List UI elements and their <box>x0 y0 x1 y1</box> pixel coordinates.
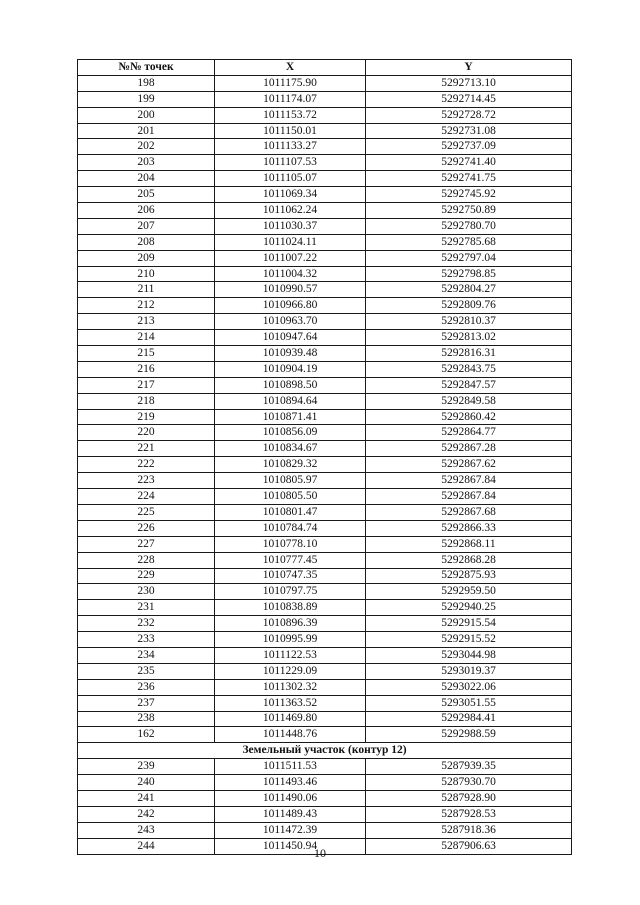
page-number: 10 <box>314 846 326 860</box>
x-coordinate-cell: 1011174.07 <box>215 91 366 107</box>
y-coordinate-cell: 5292713.10 <box>366 75 572 91</box>
y-coordinate-cell: 5292864.77 <box>366 425 572 441</box>
x-coordinate-cell: 1010939.48 <box>215 346 366 362</box>
x-coordinate-cell: 1011175.90 <box>215 75 366 91</box>
table-row <box>78 123 572 139</box>
x-coordinate-cell: 1011107.53 <box>215 155 366 171</box>
point-number-cell: 232 <box>78 616 215 632</box>
x-coordinate-cell: 1011229.09 <box>215 663 366 679</box>
point-number-cell: 212 <box>78 298 215 314</box>
x-coordinate-cell: 1010829.32 <box>215 457 366 473</box>
x-coordinate-cell: 1010894.64 <box>215 393 366 409</box>
x-coordinate-cell: 1010963.70 <box>215 314 366 330</box>
y-coordinate-cell: 5292867.68 <box>366 504 572 520</box>
point-number-cell: 227 <box>78 536 215 552</box>
table-row <box>78 441 572 457</box>
point-number-cell: 204 <box>78 171 215 187</box>
x-coordinate-cell: 1010995.99 <box>215 632 366 648</box>
point-number-cell: 215 <box>78 346 215 362</box>
y-coordinate-cell: 5287930.70 <box>366 775 572 791</box>
point-number-cell: 201 <box>78 123 215 139</box>
point-number-cell: 230 <box>78 584 215 600</box>
y-coordinate-cell: 5292860.42 <box>366 409 572 425</box>
table-row <box>78 632 572 648</box>
table-row <box>78 425 572 441</box>
x-coordinate-cell: 1011511.53 <box>215 759 366 775</box>
x-coordinate-cell: 1011302.32 <box>215 679 366 695</box>
section-title: Земельный участок (контур 12) <box>78 743 572 759</box>
y-coordinate-cell: 5292804.27 <box>366 282 572 298</box>
point-number-cell: 221 <box>78 441 215 457</box>
column-header-x: X <box>215 60 366 76</box>
table-row <box>78 330 572 346</box>
y-coordinate-cell: 5292843.75 <box>366 361 572 377</box>
x-coordinate-cell: 1010778.10 <box>215 536 366 552</box>
point-number-cell: 229 <box>78 568 215 584</box>
y-coordinate-cell: 5292745.92 <box>366 187 572 203</box>
table-row <box>78 171 572 187</box>
point-number-cell: 233 <box>78 632 215 648</box>
point-number-cell: 243 <box>78 822 215 838</box>
point-number-cell: 205 <box>78 187 215 203</box>
x-coordinate-cell: 1010896.39 <box>215 616 366 632</box>
y-coordinate-cell: 5292816.31 <box>366 346 572 362</box>
point-number-cell: 216 <box>78 361 215 377</box>
table-row <box>78 822 572 838</box>
document-page <box>77 59 571 855</box>
table-row <box>78 409 572 425</box>
table-row <box>78 695 572 711</box>
x-coordinate-cell: 1010801.47 <box>215 504 366 520</box>
x-coordinate-cell: 1011122.53 <box>215 647 366 663</box>
table-row <box>78 282 572 298</box>
x-coordinate-cell: 1011448.76 <box>215 727 366 743</box>
table-row <box>78 203 572 219</box>
y-coordinate-cell: 5292868.11 <box>366 536 572 552</box>
x-coordinate-cell: 1010990.57 <box>215 282 366 298</box>
y-coordinate-cell: 5293022.06 <box>366 679 572 695</box>
y-coordinate-cell: 5292785.68 <box>366 234 572 250</box>
x-coordinate-cell: 1010838.89 <box>215 600 366 616</box>
y-coordinate-cell: 5292780.70 <box>366 218 572 234</box>
y-coordinate-cell: 5292714.45 <box>366 91 572 107</box>
y-coordinate-cell: 5292849.58 <box>366 393 572 409</box>
table-header-row <box>78 60 572 76</box>
point-number-cell: 242 <box>78 806 215 822</box>
table-row <box>78 520 572 536</box>
y-coordinate-cell: 5293044.98 <box>366 647 572 663</box>
table-row <box>78 155 572 171</box>
table-body-contour-main <box>78 75 572 742</box>
x-coordinate-cell: 1011450.94 <box>215 838 366 854</box>
coordinates-table <box>77 59 572 855</box>
column-header-y: Y <box>366 60 572 76</box>
y-coordinate-cell: 5292809.76 <box>366 298 572 314</box>
x-coordinate-cell: 1011493.46 <box>215 775 366 791</box>
x-coordinate-cell: 1010805.50 <box>215 489 366 505</box>
point-number-cell: 219 <box>78 409 215 425</box>
y-coordinate-cell: 5292867.28 <box>366 441 572 457</box>
table-row <box>78 711 572 727</box>
y-coordinate-cell: 5292737.09 <box>366 139 572 155</box>
column-header-point-number: №№ точек <box>78 60 215 76</box>
table-row <box>78 107 572 123</box>
table-row <box>78 377 572 393</box>
point-number-cell: 213 <box>78 314 215 330</box>
point-number-cell: 241 <box>78 790 215 806</box>
x-coordinate-cell: 1010747.35 <box>215 568 366 584</box>
y-coordinate-cell: 5292867.62 <box>366 457 572 473</box>
table-row <box>78 250 572 266</box>
table-row <box>78 361 572 377</box>
point-number-cell: 244 <box>78 838 215 854</box>
y-coordinate-cell: 5292741.75 <box>366 171 572 187</box>
x-coordinate-cell: 1010834.67 <box>215 441 366 457</box>
point-number-cell: 214 <box>78 330 215 346</box>
point-number-cell: 211 <box>78 282 215 298</box>
y-coordinate-cell: 5292875.93 <box>366 568 572 584</box>
table-row <box>78 298 572 314</box>
table-row <box>78 584 572 600</box>
table-row <box>78 552 572 568</box>
x-coordinate-cell: 1011472.39 <box>215 822 366 838</box>
x-coordinate-cell: 1011069.34 <box>215 187 366 203</box>
table-row <box>78 727 572 743</box>
point-number-cell: 239 <box>78 759 215 775</box>
x-coordinate-cell: 1011363.52 <box>215 695 366 711</box>
y-coordinate-cell: 5287928.53 <box>366 806 572 822</box>
x-coordinate-cell: 1011024.11 <box>215 234 366 250</box>
y-coordinate-cell: 5287928.90 <box>366 790 572 806</box>
point-number-cell: 200 <box>78 107 215 123</box>
y-coordinate-cell: 5292984.41 <box>366 711 572 727</box>
x-coordinate-cell: 1010777.45 <box>215 552 366 568</box>
x-coordinate-cell: 1011489.43 <box>215 806 366 822</box>
table-row <box>78 536 572 552</box>
x-coordinate-cell: 1011062.24 <box>215 203 366 219</box>
y-coordinate-cell: 5287918.36 <box>366 822 572 838</box>
x-coordinate-cell: 1010898.50 <box>215 377 366 393</box>
point-number-cell: 203 <box>78 155 215 171</box>
y-coordinate-cell: 5292867.84 <box>366 473 572 489</box>
point-number-cell: 237 <box>78 695 215 711</box>
point-number-cell: 224 <box>78 489 215 505</box>
point-number-cell: 198 <box>78 75 215 91</box>
table-row <box>78 314 572 330</box>
point-number-cell: 228 <box>78 552 215 568</box>
table-row <box>78 393 572 409</box>
point-number-cell: 209 <box>78 250 215 266</box>
y-coordinate-cell: 5287906.63 <box>366 838 572 854</box>
table-row <box>78 600 572 616</box>
point-number-cell: 238 <box>78 711 215 727</box>
point-number-cell: 206 <box>78 203 215 219</box>
point-number-cell: 236 <box>78 679 215 695</box>
table-row <box>78 504 572 520</box>
y-coordinate-cell: 5287939.35 <box>366 759 572 775</box>
y-coordinate-cell: 5292988.59 <box>366 727 572 743</box>
table-row <box>78 266 572 282</box>
y-coordinate-cell: 5293019.37 <box>366 663 572 679</box>
table-row <box>78 473 572 489</box>
y-coordinate-cell: 5292728.72 <box>366 107 572 123</box>
table-section <box>78 743 572 759</box>
point-number-cell: 225 <box>78 504 215 520</box>
point-number-cell: 162 <box>78 727 215 743</box>
point-number-cell: 240 <box>78 775 215 791</box>
point-number-cell: 208 <box>78 234 215 250</box>
table-row <box>78 616 572 632</box>
point-number-cell: 202 <box>78 139 215 155</box>
point-number-cell: 199 <box>78 91 215 107</box>
y-coordinate-cell: 5292867.84 <box>366 489 572 505</box>
x-coordinate-cell: 1010856.09 <box>215 425 366 441</box>
y-coordinate-cell: 5292847.57 <box>366 377 572 393</box>
point-number-cell: 217 <box>78 377 215 393</box>
y-coordinate-cell: 5292798.85 <box>366 266 572 282</box>
point-number-cell: 226 <box>78 520 215 536</box>
table-row <box>78 647 572 663</box>
y-coordinate-cell: 5292959.50 <box>366 584 572 600</box>
table-row <box>78 139 572 155</box>
x-coordinate-cell: 1011004.32 <box>215 266 366 282</box>
table-row <box>78 663 572 679</box>
x-coordinate-cell: 1011153.72 <box>215 107 366 123</box>
y-coordinate-cell: 5292750.89 <box>366 203 572 219</box>
point-number-cell: 210 <box>78 266 215 282</box>
table-row <box>78 187 572 203</box>
point-number-cell: 222 <box>78 457 215 473</box>
table-row <box>78 457 572 473</box>
table-row <box>78 775 572 791</box>
table-row <box>78 759 572 775</box>
x-coordinate-cell: 1011150.01 <box>215 123 366 139</box>
y-coordinate-cell: 5293051.55 <box>366 695 572 711</box>
point-number-cell: 231 <box>78 600 215 616</box>
x-coordinate-cell: 1011105.07 <box>215 171 366 187</box>
x-coordinate-cell: 1010784.74 <box>215 520 366 536</box>
table-row <box>78 234 572 250</box>
x-coordinate-cell: 1011490.06 <box>215 790 366 806</box>
point-number-cell: 223 <box>78 473 215 489</box>
table-row <box>78 75 572 91</box>
y-coordinate-cell: 5292915.52 <box>366 632 572 648</box>
x-coordinate-cell: 1010904.19 <box>215 361 366 377</box>
point-number-cell: 234 <box>78 647 215 663</box>
table-row <box>78 489 572 505</box>
table-row <box>78 218 572 234</box>
table-row <box>78 568 572 584</box>
section-row <box>78 743 572 759</box>
x-coordinate-cell: 1011133.27 <box>215 139 366 155</box>
y-coordinate-cell: 5292797.04 <box>366 250 572 266</box>
table-row <box>78 806 572 822</box>
x-coordinate-cell: 1011007.22 <box>215 250 366 266</box>
x-coordinate-cell: 1010966.80 <box>215 298 366 314</box>
point-number-cell: 235 <box>78 663 215 679</box>
y-coordinate-cell: 5292731.08 <box>366 123 572 139</box>
x-coordinate-cell: 1010871.41 <box>215 409 366 425</box>
y-coordinate-cell: 5292940.25 <box>366 600 572 616</box>
table-row <box>78 91 572 107</box>
table-row <box>78 679 572 695</box>
y-coordinate-cell: 5292813.02 <box>366 330 572 346</box>
y-coordinate-cell: 5292915.54 <box>366 616 572 632</box>
y-coordinate-cell: 5292741.40 <box>366 155 572 171</box>
x-coordinate-cell: 1010947.64 <box>215 330 366 346</box>
table-row <box>78 790 572 806</box>
x-coordinate-cell: 1011030.37 <box>215 218 366 234</box>
point-number-cell: 220 <box>78 425 215 441</box>
x-coordinate-cell: 1010797.75 <box>215 584 366 600</box>
x-coordinate-cell: 1011469.80 <box>215 711 366 727</box>
x-coordinate-cell: 1010805.97 <box>215 473 366 489</box>
y-coordinate-cell: 5292868.28 <box>366 552 572 568</box>
point-number-cell: 207 <box>78 218 215 234</box>
y-coordinate-cell: 5292810.37 <box>366 314 572 330</box>
point-number-cell: 218 <box>78 393 215 409</box>
table-row <box>78 346 572 362</box>
y-coordinate-cell: 5292866.33 <box>366 520 572 536</box>
table-body-contour-12 <box>78 759 572 854</box>
